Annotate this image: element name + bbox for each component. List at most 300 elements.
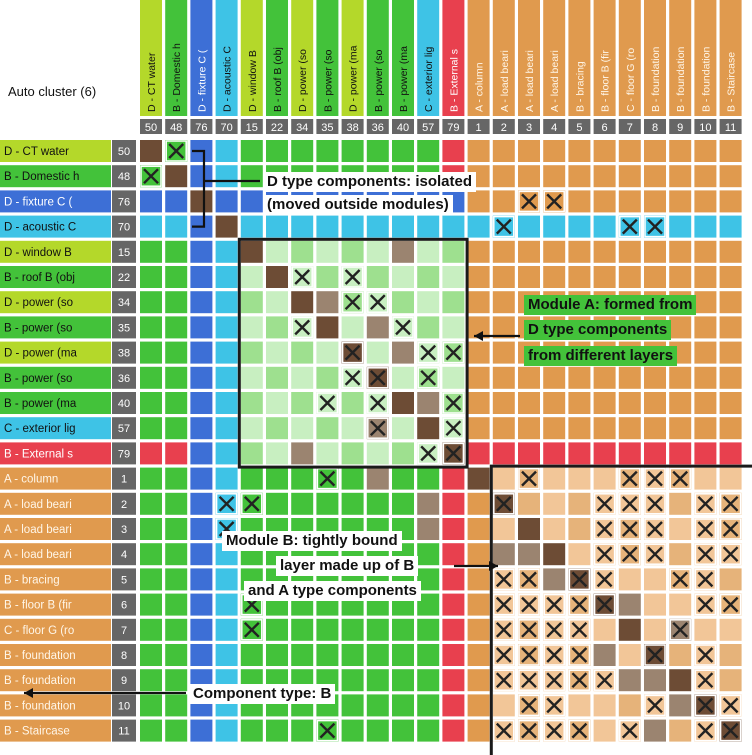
row-number: 7 — [120, 624, 128, 637]
matrix-cell — [493, 518, 515, 540]
row-label: B - power (so — [4, 372, 73, 385]
matrix-cell — [165, 493, 187, 515]
column-label: D - acoustic C — [221, 46, 234, 112]
row-number: 50 — [117, 146, 131, 158]
column-label: B - floor B (fir — [599, 50, 612, 112]
matrix-cell — [367, 493, 389, 515]
matrix-cell — [316, 266, 338, 288]
matrix-cell — [493, 417, 515, 439]
matrix-cell — [190, 392, 212, 414]
matrix-cell — [316, 619, 338, 641]
matrix-cell — [619, 644, 641, 666]
matrix-cell — [493, 694, 515, 716]
matrix-cell — [392, 140, 414, 162]
matrix-cell — [568, 190, 590, 212]
matrix-cell — [216, 140, 238, 162]
matrix-cell — [543, 216, 565, 238]
matrix-cell — [316, 367, 338, 389]
matrix-cell — [342, 694, 364, 716]
matrix-cell — [669, 518, 691, 540]
matrix-cell — [367, 644, 389, 666]
column-number: 7 — [626, 122, 633, 134]
matrix-cell — [594, 442, 616, 464]
row-label: B - power (ma — [4, 398, 77, 410]
matrix-cell — [543, 493, 565, 515]
matrix-cell — [140, 241, 162, 263]
matrix-cell — [392, 342, 414, 364]
matrix-cell — [720, 442, 742, 464]
column-number: 22 — [270, 122, 284, 134]
matrix-cell — [417, 694, 439, 716]
row-number: 4 — [120, 549, 128, 562]
matrix-cell — [468, 644, 490, 666]
matrix-cell — [165, 720, 187, 742]
matrix-cell — [417, 291, 439, 313]
matrix-cell — [644, 594, 666, 616]
matrix-cell — [216, 367, 238, 389]
matrix-cell — [468, 291, 490, 313]
matrix-cell — [417, 241, 439, 263]
column-label: D - fixture C ( — [196, 49, 209, 112]
matrix-cell — [493, 266, 515, 288]
column-number: 48 — [170, 122, 183, 134]
matrix-cell — [140, 392, 162, 414]
matrix-cell — [619, 190, 641, 212]
annotation-d-isolated-line2: (moved outside modules) — [263, 195, 453, 215]
matrix-cell — [190, 568, 212, 590]
row-label: D - power (ma — [4, 347, 77, 360]
matrix-cell — [165, 518, 187, 540]
column-number: 76 — [195, 122, 208, 134]
matrix-cell — [342, 417, 364, 439]
matrix-cell — [216, 392, 238, 414]
matrix-cell — [594, 417, 616, 439]
matrix-cell — [468, 190, 490, 212]
matrix-cell — [669, 241, 691, 263]
matrix-cell — [165, 568, 187, 590]
row-label: D - window B — [4, 246, 72, 259]
matrix-cell — [291, 417, 313, 439]
matrix-cell — [594, 241, 616, 263]
row-number: 40 — [117, 398, 131, 410]
matrix-cell — [140, 720, 162, 742]
matrix-cell — [442, 140, 464, 162]
matrix-cell — [644, 442, 666, 464]
matrix-cell — [216, 594, 238, 616]
row-label: B - bracing — [4, 574, 60, 587]
matrix-cell — [669, 190, 691, 212]
matrix-cell — [241, 367, 263, 389]
matrix-cell — [669, 140, 691, 162]
matrix-cell — [342, 644, 364, 666]
matrix-cell — [316, 291, 338, 313]
matrix-cell — [140, 694, 162, 716]
matrix-cell — [720, 619, 742, 641]
matrix-cell — [669, 316, 691, 338]
matrix-cell — [543, 367, 565, 389]
matrix-cell — [568, 417, 590, 439]
matrix-cell — [543, 518, 565, 540]
matrix-cell — [493, 140, 515, 162]
matrix-cell — [720, 644, 742, 666]
matrix-cell — [594, 694, 616, 716]
matrix-cell — [342, 720, 364, 742]
matrix-cell — [190, 241, 212, 263]
matrix-cell — [669, 543, 691, 565]
matrix-cell — [694, 241, 716, 263]
matrix-cell — [241, 241, 263, 263]
column-number: 8 — [651, 122, 659, 134]
matrix-cell — [468, 367, 490, 389]
matrix-cell — [417, 518, 439, 540]
matrix-cell — [266, 468, 288, 490]
matrix-cell — [266, 216, 288, 238]
matrix-cell — [543, 165, 565, 187]
matrix-cell — [241, 165, 263, 187]
matrix-cell — [342, 216, 364, 238]
matrix-cell — [644, 140, 666, 162]
row-number: 38 — [117, 347, 131, 360]
matrix-cell — [619, 165, 641, 187]
matrix-cell — [619, 619, 641, 641]
matrix-cell — [568, 543, 590, 565]
matrix-cell — [342, 140, 364, 162]
matrix-cell — [140, 190, 162, 212]
matrix-cell — [291, 367, 313, 389]
matrix-cell — [442, 619, 464, 641]
row-number: 57 — [117, 423, 131, 436]
matrix-cell — [694, 216, 716, 238]
matrix-cell — [568, 468, 590, 490]
matrix-cell — [720, 216, 742, 238]
matrix-cell — [442, 316, 464, 338]
matrix-cell — [291, 619, 313, 641]
matrix-cell — [442, 669, 464, 691]
matrix-cell — [140, 543, 162, 565]
column-label: B - power (so — [372, 49, 385, 112]
matrix-cell — [518, 392, 540, 414]
matrix-cell — [644, 266, 666, 288]
matrix-cell — [190, 543, 212, 565]
annotation-module-b-line3: and A type components — [244, 581, 421, 601]
matrix-cell — [493, 165, 515, 187]
row-label: B - foundation — [4, 700, 76, 713]
matrix-cell — [594, 392, 616, 414]
matrix-cell — [594, 165, 616, 187]
matrix-cell — [367, 468, 389, 490]
matrix-cell — [669, 644, 691, 666]
matrix-cell — [392, 367, 414, 389]
matrix-cell — [619, 594, 641, 616]
row-label: B - Staircase — [4, 725, 70, 738]
matrix-cell — [316, 417, 338, 439]
matrix-cell — [165, 165, 187, 187]
matrix-cell — [694, 342, 716, 364]
annotation-component-type: Component type: B — [189, 684, 335, 704]
matrix-cell — [140, 669, 162, 691]
matrix-cell — [316, 140, 338, 162]
matrix-cell — [140, 518, 162, 540]
matrix-cell — [568, 518, 590, 540]
matrix-cell — [644, 669, 666, 691]
matrix-cell — [619, 694, 641, 716]
matrix-cell — [669, 165, 691, 187]
row-label: D - CT water — [4, 146, 69, 158]
matrix-cell — [291, 241, 313, 263]
matrix-cell — [543, 392, 565, 414]
matrix-cell — [165, 190, 187, 212]
matrix-cell — [165, 417, 187, 439]
row-number: 22 — [117, 272, 131, 284]
column-number: 57 — [422, 122, 435, 134]
matrix-cell — [316, 316, 338, 338]
matrix-cell — [241, 468, 263, 490]
matrix-cell — [644, 392, 666, 414]
row-number: 5 — [120, 574, 128, 587]
column-label: A - load beari — [524, 50, 536, 112]
column-label: B - roof B (obj — [272, 47, 284, 112]
matrix-cell — [720, 316, 742, 338]
row-label: B - External s — [4, 448, 74, 461]
matrix-cell — [619, 442, 641, 464]
row-number: 79 — [117, 448, 131, 461]
matrix-cell — [568, 694, 590, 716]
matrix-cell — [291, 442, 313, 464]
matrix-cell — [165, 367, 187, 389]
matrix-cell — [190, 417, 212, 439]
matrix-cell — [468, 619, 490, 641]
column-label: C - exterior lig — [423, 46, 436, 112]
column-number: 5 — [576, 122, 583, 134]
matrix-cell — [669, 694, 691, 716]
matrix-cell — [291, 644, 313, 666]
row-number: 2 — [120, 498, 128, 511]
matrix-cell — [669, 216, 691, 238]
matrix-cell — [140, 291, 162, 313]
matrix-cell — [417, 644, 439, 666]
matrix-cell — [619, 417, 641, 439]
isolated-bracket — [192, 151, 204, 227]
matrix-cell — [165, 241, 187, 263]
matrix-cell — [417, 619, 439, 641]
matrix-cell — [644, 190, 666, 212]
matrix-cell — [442, 493, 464, 515]
matrix-cell — [468, 594, 490, 616]
column-number: 50 — [144, 122, 158, 134]
matrix-cell — [493, 241, 515, 263]
matrix-cell — [216, 468, 238, 490]
matrix-cell — [493, 442, 515, 464]
matrix-cell — [165, 291, 187, 313]
column-label: A - load beari — [498, 50, 511, 112]
matrix-cell — [392, 216, 414, 238]
matrix-cell — [518, 417, 540, 439]
matrix-cell — [367, 342, 389, 364]
matrix-cell — [241, 442, 263, 464]
matrix-cell — [568, 140, 590, 162]
matrix-cell — [216, 568, 238, 590]
row-number: 10 — [117, 700, 131, 713]
matrix-cell — [543, 468, 565, 490]
row-label: B - Domestic h — [4, 171, 80, 184]
matrix-cell — [594, 720, 616, 742]
matrix-cell — [417, 720, 439, 742]
matrix-cell — [468, 140, 490, 162]
matrix-cell — [543, 543, 565, 565]
row-number: 35 — [117, 322, 131, 335]
matrix-cell — [468, 669, 490, 691]
matrix-cell — [442, 216, 464, 238]
matrix-cell — [367, 241, 389, 263]
matrix-cell — [417, 216, 439, 238]
matrix-cell — [392, 442, 414, 464]
column-number: 35 — [321, 122, 334, 134]
matrix-cell — [190, 367, 212, 389]
column-number: 6 — [601, 122, 608, 134]
matrix-cell — [518, 241, 540, 263]
matrix-cell — [468, 493, 490, 515]
matrix-cell — [568, 367, 590, 389]
matrix-cell — [442, 291, 464, 313]
row-number: 36 — [117, 372, 131, 385]
matrix-cell — [241, 316, 263, 338]
matrix-cell — [392, 619, 414, 641]
matrix-cell — [669, 493, 691, 515]
matrix-cell — [266, 392, 288, 414]
matrix-cell — [190, 493, 212, 515]
matrix-cell — [316, 241, 338, 263]
matrix-cell — [619, 392, 641, 414]
matrix-cell — [165, 468, 187, 490]
matrix-cell — [266, 291, 288, 313]
matrix-cell — [367, 140, 389, 162]
matrix-cell — [442, 568, 464, 590]
column-number: 38 — [346, 122, 359, 134]
matrix-cell — [543, 568, 565, 590]
row-label: A - load beari — [4, 549, 72, 562]
column-number: 10 — [699, 122, 712, 134]
matrix-cell — [342, 442, 364, 464]
row-number: 76 — [117, 196, 131, 209]
matrix-cell — [216, 291, 238, 313]
matrix-cell — [266, 266, 288, 288]
matrix-cell — [619, 140, 641, 162]
matrix-cell — [594, 140, 616, 162]
column-label: A - load beari — [549, 50, 562, 112]
column-number: 2 — [500, 122, 507, 134]
matrix-cell — [694, 316, 716, 338]
matrix-cell — [644, 417, 666, 439]
matrix-cell — [442, 694, 464, 716]
matrix-cell — [165, 342, 187, 364]
row-label: B - foundation — [4, 650, 76, 662]
matrix-cell — [367, 316, 389, 338]
matrix-cell — [190, 518, 212, 540]
row-number: 34 — [117, 297, 131, 310]
matrix-cell — [190, 291, 212, 313]
matrix-cell — [493, 543, 515, 565]
matrix-cell — [291, 493, 313, 515]
matrix-cell — [241, 644, 263, 666]
matrix-cell — [594, 190, 616, 212]
column-number: 4 — [551, 122, 558, 134]
column-label: A - column — [473, 62, 486, 112]
matrix-cell — [342, 669, 364, 691]
matrix-cell — [669, 367, 691, 389]
matrix-cell — [266, 442, 288, 464]
matrix-cell — [140, 266, 162, 288]
matrix-cell — [140, 594, 162, 616]
row-number: 15 — [117, 246, 131, 259]
matrix-cell — [417, 417, 439, 439]
column-label: D - power (so — [297, 48, 310, 112]
matrix-cell — [468, 216, 490, 238]
matrix-cell — [165, 316, 187, 338]
matrix-cell — [594, 644, 616, 666]
column-label: B - power (ma — [398, 46, 410, 112]
row-label: C - exterior lig — [4, 423, 76, 436]
matrix-cell — [417, 316, 439, 338]
matrix-cell — [694, 266, 716, 288]
matrix-cell — [694, 392, 716, 414]
row-number: 11 — [118, 725, 130, 738]
matrix-cell — [493, 342, 515, 364]
column-label: B - External s — [448, 48, 461, 112]
matrix-cell — [165, 619, 187, 641]
matrix-cell — [644, 568, 666, 590]
column-label: D - CT water — [146, 52, 158, 112]
column-number: 3 — [525, 122, 533, 134]
matrix-cell — [216, 165, 238, 187]
matrix-cell — [669, 417, 691, 439]
matrix-cell — [720, 165, 742, 187]
matrix-cell — [165, 694, 187, 716]
matrix-cell — [241, 417, 263, 439]
matrix-cell — [468, 543, 490, 565]
matrix-cell — [266, 619, 288, 641]
matrix-cell — [216, 241, 238, 263]
matrix-cell — [468, 468, 490, 490]
row-label: C - floor G (ro — [4, 624, 75, 637]
row-label: A - column — [4, 473, 59, 486]
annotation-module-b-line2: layer made up of B — [276, 556, 418, 576]
matrix-cell — [468, 417, 490, 439]
matrix-title: Auto cluster (6) — [8, 84, 97, 99]
matrix-cell — [518, 367, 540, 389]
matrix-cell — [291, 291, 313, 313]
matrix-cell — [619, 568, 641, 590]
matrix-cell — [644, 165, 666, 187]
matrix-cell — [140, 619, 162, 641]
matrix-cell — [342, 316, 364, 338]
matrix-cell — [190, 266, 212, 288]
column-label: B - power (so — [322, 49, 335, 112]
matrix-cell — [568, 216, 590, 238]
matrix-cell — [468, 568, 490, 590]
matrix-cell — [266, 493, 288, 515]
matrix-cell — [720, 190, 742, 212]
matrix-cell — [316, 644, 338, 666]
matrix-cell — [241, 291, 263, 313]
matrix-cell — [190, 342, 212, 364]
matrix-cell — [342, 619, 364, 641]
matrix-cell — [518, 165, 540, 187]
matrix-cell — [140, 342, 162, 364]
matrix-cell — [190, 644, 212, 666]
matrix-cell — [568, 392, 590, 414]
column-number: 11 — [724, 122, 737, 134]
matrix-cell — [266, 367, 288, 389]
